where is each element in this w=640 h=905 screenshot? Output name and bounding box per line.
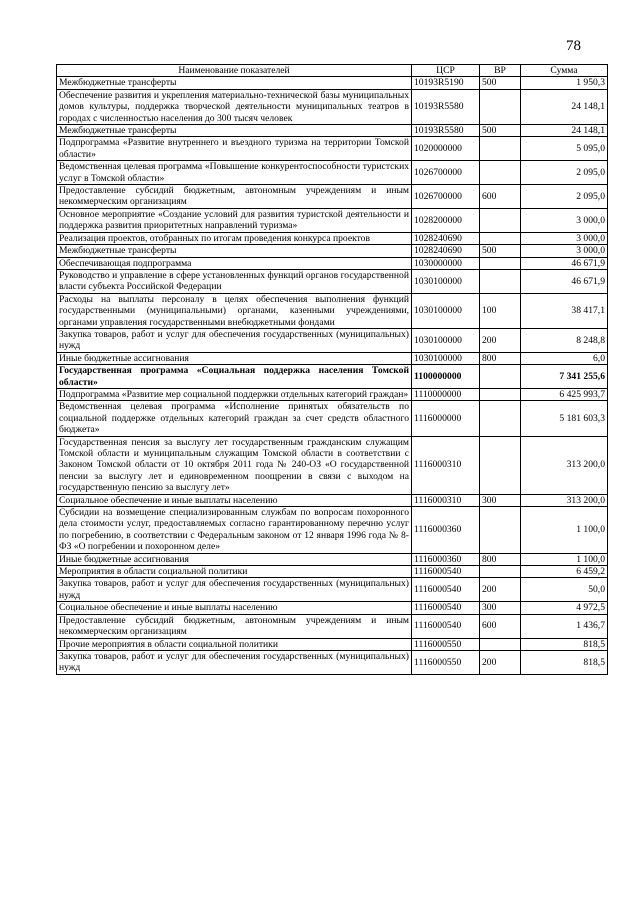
cell-name: Реализация проектов, отобранных по итогам проведения конкурса проектов (57, 232, 412, 244)
cell-csr: 1110000000 (412, 388, 480, 400)
table-row (57, 365, 608, 389)
table-row (57, 208, 608, 232)
table-row (57, 269, 608, 293)
cell-vr (480, 232, 521, 244)
table-header-row (57, 65, 608, 77)
table-row (57, 161, 608, 185)
table-row (57, 553, 608, 565)
cell-csr: 1116000540 (412, 566, 480, 578)
cell-vr (480, 401, 521, 436)
cell-name: Расходы на выплаты персоналу в целях обеспечения выполнения функций государственными (муниципальными) органами, казенными учреждениями, органами управления государственными внебюджетными фондами (57, 293, 412, 328)
cell-vr: 500 (480, 245, 521, 257)
cell-name: Прочие мероприятия в области социальной политики (57, 638, 412, 650)
cell-name: Обеспечивающая подпрограмма (57, 257, 412, 269)
cell-csr: 1116000310 (412, 436, 480, 494)
cell-csr: 1116000360 (412, 553, 480, 565)
cell-csr: 1026700000 (412, 185, 480, 209)
table-row (57, 328, 608, 352)
table-row (57, 638, 608, 650)
cell-sum: 1 100,0 (521, 507, 608, 554)
cell-vr (480, 269, 521, 293)
table-row (57, 650, 608, 674)
cell-sum: 3 000,0 (521, 245, 608, 257)
cell-sum: 7 341 255,6 (521, 365, 608, 389)
cell-name: Межбюджетные трансферты (57, 77, 412, 89)
cell-name: Государственная программа «Социальная поддержка населения Томской области» (57, 365, 412, 389)
cell-vr: 500 (480, 77, 521, 89)
cell-name: Межбюджетные трансферты (57, 245, 412, 257)
cell-vr: 500 (480, 125, 521, 137)
cell-sum: 4 972,5 (521, 602, 608, 614)
cell-name: Иные бюджетные ассигнования (57, 352, 412, 364)
cell-sum: 2 095,0 (521, 161, 608, 185)
cell-name: Субсидии на возмещение специализированным службам по вопросам похоронного дела стоимости услуг, предоставляемых согласно гарантированному перечню услуг по погребению, в соответствии с Федеральным законом от 12 января 1996 года № 8-ФЗ «О погребении и похоронном деле» (57, 507, 412, 554)
cell-csr: 1100000000 (412, 365, 480, 389)
cell-sum: 6 425 993,7 (521, 388, 608, 400)
cell-csr: 1116000540 (412, 602, 480, 614)
cell-sum: 6 459,2 (521, 566, 608, 578)
cell-name: Социальное обеспечение и иные выплаты населению (57, 602, 412, 614)
cell-name: Мероприятия в области социальной политики (57, 566, 412, 578)
cell-name: Социальное обеспечение и иные выплаты населению (57, 494, 412, 506)
cell-name: Межбюджетные трансферты (57, 125, 412, 137)
cell-csr: 1116000360 (412, 507, 480, 554)
cell-vr: 200 (480, 650, 521, 674)
cell-csr: 1030000000 (412, 257, 480, 269)
cell-sum: 313 200,0 (521, 436, 608, 494)
cell-vr: 600 (480, 614, 521, 638)
table-row (57, 293, 608, 328)
cell-name: Руководство и управление в сфере установленных функций органов государственной власти субъекта Российской Федерации (57, 269, 412, 293)
cell-csr: 10193R5190 (412, 77, 480, 89)
cell-sum: 818,5 (521, 638, 608, 650)
cell-sum: 38 417,1 (521, 293, 608, 328)
cell-sum: 1 436,7 (521, 614, 608, 638)
cell-vr: 600 (480, 185, 521, 209)
cell-csr: 1116000550 (412, 650, 480, 674)
cell-sum: 1 100,0 (521, 553, 608, 565)
budget-table (56, 64, 608, 675)
cell-sum: 3 000,0 (521, 232, 608, 244)
table-row (57, 185, 608, 209)
page-number: 78 (566, 38, 581, 54)
table-row (57, 566, 608, 578)
cell-vr (480, 436, 521, 494)
table-row (57, 77, 608, 89)
cell-vr: 300 (480, 602, 521, 614)
cell-csr: 1116000540 (412, 614, 480, 638)
cell-sum: 3 000,0 (521, 208, 608, 232)
table-row (57, 257, 608, 269)
cell-csr: 1116000000 (412, 401, 480, 436)
table-row (57, 89, 608, 124)
cell-sum: 46 671,9 (521, 269, 608, 293)
header-csr: ЦСР (412, 65, 480, 77)
cell-vr (480, 257, 521, 269)
table-row (57, 232, 608, 244)
table-row (57, 436, 608, 494)
table-row (57, 352, 608, 364)
cell-name: Основное мероприятие «Создание условий для развития туристской деятельности и поддержка развития приоритетных направлений туризма» (57, 208, 412, 232)
table-row (57, 578, 608, 602)
cell-name: Государственная пенсия за выслугу лет государственным гражданским служащим Томской области и муниципальным служащим Томской области в соответствии с Законом Томской области от 10 октября 2011 года № 240-ОЗ «О государственной пенсии за выслугу лет и единовременном поощрении в связи с выходом на государственную пенсию за выслугу лет» (57, 436, 412, 494)
cell-name: Закупка товаров, работ и услуг для обеспечения государственных (муниципальных) нужд (57, 578, 412, 602)
cell-sum: 50,0 (521, 578, 608, 602)
table-row (57, 494, 608, 506)
cell-name: Ведомственная целевая программа «Исполнение принятых обязательств по социальной поддержке отдельных категорий граждан за счет средств областного бюджета» (57, 401, 412, 436)
cell-name: Ведомственная целевая программа «Повышение конкурентоспособности туристских услуг в Томской области» (57, 161, 412, 185)
cell-sum: 8 248,8 (521, 328, 608, 352)
table-row (57, 602, 608, 614)
cell-sum: 46 671,9 (521, 257, 608, 269)
cell-sum: 2 095,0 (521, 185, 608, 209)
cell-sum: 818,5 (521, 650, 608, 674)
cell-csr: 1026700000 (412, 161, 480, 185)
table-body (57, 77, 608, 674)
cell-sum: 5 181 603,3 (521, 401, 608, 436)
cell-vr: 200 (480, 328, 521, 352)
cell-vr (480, 89, 521, 124)
header-vr: ВР (480, 65, 521, 77)
cell-name: Обеспечение развития и укрепления материально-технической базы муниципальных домов культуры, поддержка творческой деятельности муниципальных театров в городах с численностью населения до 300 тысяч человек (57, 89, 412, 124)
cell-name: Подпрограмма «Развитие мер социальной поддержки отдельных категорий граждан» (57, 388, 412, 400)
cell-vr (480, 388, 521, 400)
cell-sum: 24 148,1 (521, 125, 608, 137)
cell-csr: 1028240690 (412, 245, 480, 257)
table-row (57, 614, 608, 638)
table-row (57, 401, 608, 436)
cell-csr: 1020000000 (412, 137, 480, 161)
cell-csr: 1116000540 (412, 578, 480, 602)
cell-vr (480, 208, 521, 232)
cell-vr (480, 566, 521, 578)
cell-csr: 1028200000 (412, 208, 480, 232)
cell-vr (480, 161, 521, 185)
cell-vr (480, 137, 521, 161)
cell-sum: 1 950,3 (521, 77, 608, 89)
cell-name: Предоставление субсидий бюджетным, автономным учреждениям и иным некоммерческим организациям (57, 185, 412, 209)
table-row (57, 507, 608, 554)
cell-vr: 800 (480, 352, 521, 364)
cell-name: Подпрограмма «Развитие внутреннего и въездного туризма на территории Томской области» (57, 137, 412, 161)
cell-vr (480, 638, 521, 650)
cell-vr: 100 (480, 293, 521, 328)
cell-name: Иные бюджетные ассигнования (57, 553, 412, 565)
cell-sum: 24 148,1 (521, 89, 608, 124)
cell-csr: 1116000550 (412, 638, 480, 650)
cell-name: Предоставление субсидий бюджетным, автономным учреждениям и иным некоммерческим организациям (57, 614, 412, 638)
cell-csr: 10193R5580 (412, 125, 480, 137)
cell-sum: 6,0 (521, 352, 608, 364)
cell-name: Закупка товаров, работ и услуг для обеспечения государственных (муниципальных) нужд (57, 650, 412, 674)
cell-csr: 1030100000 (412, 269, 480, 293)
cell-csr: 1028240690 (412, 232, 480, 244)
cell-csr: 1030100000 (412, 293, 480, 328)
cell-vr: 800 (480, 553, 521, 565)
header-sum: Сумма (521, 65, 608, 77)
cell-csr: 1030100000 (412, 352, 480, 364)
table-row (57, 388, 608, 400)
cell-name: Закупка товаров, работ и услуг для обеспечения государственных (муниципальных) нужд (57, 328, 412, 352)
cell-csr: 1030100000 (412, 328, 480, 352)
cell-csr: 1116000310 (412, 494, 480, 506)
cell-sum: 313 200,0 (521, 494, 608, 506)
table-row (57, 245, 608, 257)
cell-vr (480, 507, 521, 554)
table-row (57, 125, 608, 137)
cell-vr: 200 (480, 578, 521, 602)
header-name: Наименование показателей (57, 65, 412, 77)
cell-vr (480, 365, 521, 389)
table-row (57, 137, 608, 161)
cell-sum: 5 095,0 (521, 137, 608, 161)
cell-csr: 10193R5580 (412, 89, 480, 124)
cell-vr: 300 (480, 494, 521, 506)
